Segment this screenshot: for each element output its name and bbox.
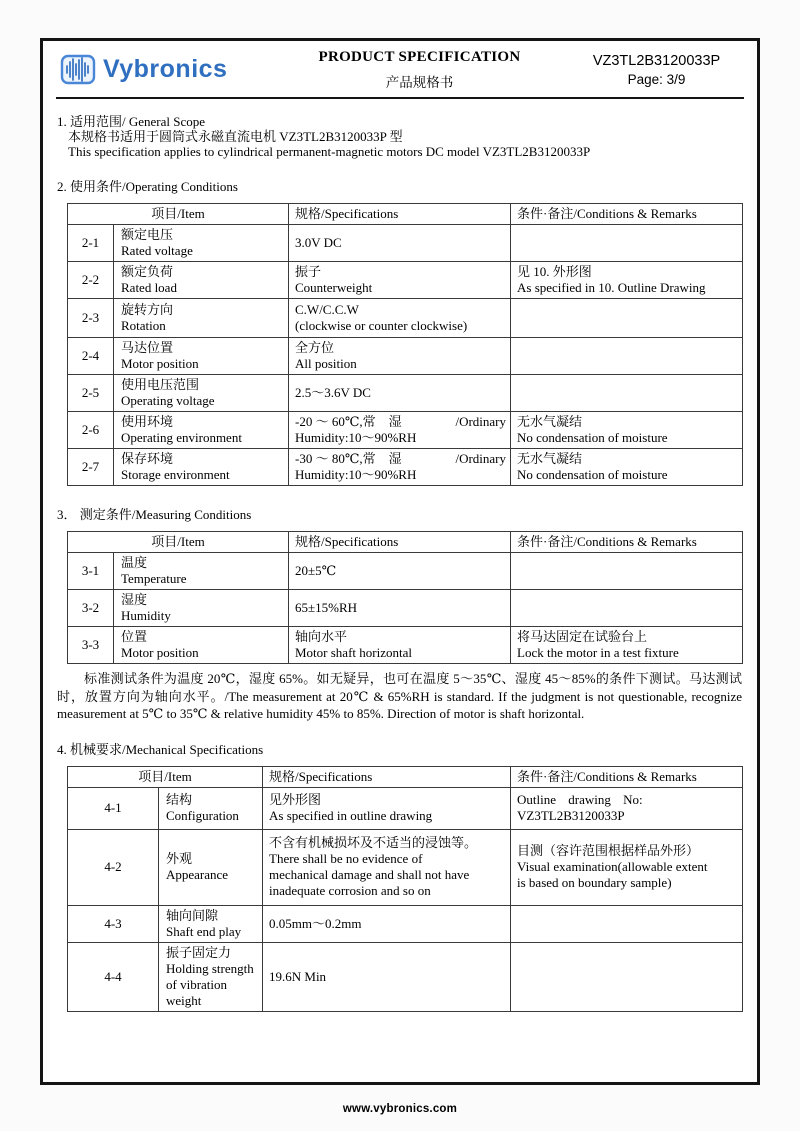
title-block bbox=[270, 49, 569, 91]
row-id: 4-2 bbox=[68, 829, 159, 905]
cond-text: 无水气凝结 bbox=[517, 451, 583, 466]
item-zh: 温度 bbox=[121, 555, 148, 570]
vybronics-logo bbox=[56, 54, 270, 85]
cond-text: 将马达固定在试验台上 bbox=[517, 629, 648, 644]
spec-text: 65±15%RH bbox=[295, 600, 358, 615]
cond-text: Outline drawing No: bbox=[517, 792, 643, 807]
table-row: 2-6 使用环境 Operating environment -20 ～ 60℃,常 湿 /Ordinary Humidity:10～90%RH 无水气凝结 No condensation of moisture bbox=[68, 412, 743, 449]
item-en: Configuration bbox=[166, 808, 239, 823]
item-en: Shaft end play bbox=[166, 923, 242, 939]
item-zh: 结构 bbox=[166, 792, 193, 807]
table-row bbox=[68, 905, 743, 942]
spec-text: -20 ～ 60℃,常 湿 bbox=[295, 414, 402, 429]
spec-text: 20±5℃ bbox=[295, 563, 337, 578]
page-number: Page: 3/9 bbox=[627, 71, 686, 87]
table-row bbox=[68, 375, 743, 412]
item-zh: 使用环境 bbox=[121, 414, 174, 429]
item-en: Operating voltage bbox=[121, 393, 215, 408]
row-id: 3-2 bbox=[68, 590, 114, 627]
item-en: Temperature bbox=[121, 571, 187, 586]
table-header-row bbox=[68, 766, 743, 787]
mechanical-specifications-table bbox=[67, 766, 743, 1012]
website-footer: www.vybronics.com bbox=[342, 1103, 458, 1115]
item-en: Holding strength bbox=[166, 960, 254, 976]
spec-text: 0.05mm～0.2mm bbox=[269, 915, 362, 931]
spec-text: 19.6N Min bbox=[269, 968, 327, 984]
row-id: 4-3 bbox=[68, 905, 159, 942]
document-header bbox=[56, 41, 744, 99]
item-en: Rated load bbox=[121, 280, 177, 295]
col-spec: 规格/Specifications bbox=[263, 766, 511, 787]
table-row: 4-2 外观 Appearance 不含有机械损坏及不适当的浸蚀等。 There shall be no evidence of mechanical damage and shall not have inadequate corrosion and so on 目测（容许范围根据样品外形） Visual examination(allowable extent is based on boundary sample) bbox=[68, 829, 743, 905]
table-row: 4-1 结构 Configuration 见外形图 As specified in outline drawing Outline drawing No: VZ3TL2B3120033P bbox=[68, 787, 743, 829]
item-zh: 位置 bbox=[121, 629, 148, 644]
spec-text: C.W/C.C.W bbox=[295, 302, 359, 317]
operating-conditions-table bbox=[67, 203, 743, 486]
col-cond: 条件·备注/Conditions & Remarks bbox=[511, 204, 743, 225]
document-frame bbox=[40, 38, 760, 1085]
model-number: VZ3TL2B3120033P bbox=[592, 52, 721, 69]
document-number-block bbox=[569, 53, 744, 87]
table-row: 4-4 振子固定力 Holding strength of vibration weight 19.6N Min bbox=[68, 942, 743, 1011]
table-row bbox=[68, 225, 743, 262]
table-row: 2-7 保存环境 Storage environment -30 ～ 80℃,常 湿 /Ordinary Humidity:10～90%RH 无水气凝结 No condensation of moisture bbox=[68, 449, 743, 486]
table-row: 2-3 旋转方向 Rotation C.W/C.C.W (clockwise or counter clockwise) bbox=[68, 299, 743, 338]
document-title-en: PRODUCT SPECIFICATION bbox=[318, 48, 521, 65]
item-zh: 湿度 bbox=[121, 592, 148, 607]
item-en: Humidity bbox=[121, 608, 171, 623]
spec-text: 不含有机械损坏及不适当的浸蚀等。 bbox=[269, 835, 478, 850]
item-zh: 额定负荷 bbox=[121, 264, 174, 279]
table-row bbox=[68, 553, 743, 590]
row-id: 4-4 bbox=[68, 942, 159, 1011]
col-item: 项目/Item bbox=[68, 766, 263, 787]
item-en: Rated voltage bbox=[121, 243, 193, 258]
scope-line-zh: 本规格书适用于圆筒式永磁直流电机 VZ3TL2B3120033P 型 bbox=[68, 129, 403, 144]
spec-text: 2.5～3.6V DC bbox=[295, 385, 371, 400]
row-id: 2-4 bbox=[68, 338, 114, 375]
table-row: 2-2 额定负荷 Rated load 振子 Counterweight 见 10. 外形图 As specified in 10. Outline Drawing bbox=[68, 262, 743, 299]
section-4-heading: 4. 机械要求/Mechanical Specifications bbox=[57, 741, 264, 757]
item-zh: 使用电压范围 bbox=[121, 377, 200, 392]
item-en: Operating environment bbox=[121, 430, 242, 445]
row-id: 3-1 bbox=[68, 553, 114, 590]
item-zh: 保存环境 bbox=[121, 451, 174, 466]
spec-text: 3.0V DC bbox=[295, 235, 342, 250]
measuring-conditions-note: 标准测试条件为温度 20℃，湿度 65%。如无疑异，也可在温度 5～35℃、湿度 45～85%的条件下测试。马达测试时，放置方向为轴向水平。/The measurement at 20℃ & 65%RH is standard. If the judgment is not questionable, recognize measurement at 5℃ to 35℃ & relative humidity 45% to 85%. Direction of motor is shaft horizontal. bbox=[57, 671, 742, 721]
row-id: 2-5 bbox=[68, 375, 114, 412]
cond-text: 见 10. 外形图 bbox=[517, 264, 592, 279]
spec-text: 轴向水平 bbox=[295, 629, 348, 644]
col-item: 项目/Item bbox=[68, 204, 289, 225]
spec-text: 见外形图 bbox=[269, 792, 322, 807]
item-zh: 马达位置 bbox=[121, 340, 174, 355]
item-en: Storage environment bbox=[121, 467, 230, 482]
row-id: 2-2 bbox=[68, 262, 114, 299]
col-spec: 规格/Specifications bbox=[289, 204, 511, 225]
table-row: 3-3 位置 Motor position 轴向水平 Motor shaft horizontal 将马达固定在试验台上 Lock the motor in a test fixture bbox=[68, 627, 743, 664]
table-row: 2-4 马达位置 Motor position 全方位 All position bbox=[68, 338, 743, 375]
row-id: 2-6 bbox=[68, 412, 114, 449]
section-3-heading: 3． 测定条件/Measuring Conditions bbox=[57, 507, 252, 522]
spec-text: 全方位 bbox=[295, 340, 335, 355]
section-2-heading: 2. 使用条件/Operating Conditions bbox=[57, 179, 238, 194]
col-cond: 条件·备注/Conditions & Remarks bbox=[511, 532, 743, 553]
scope-line-en: This specification applies to cylindrical permanent-magnetic motors DC model VZ3TL2B3120033P bbox=[68, 143, 591, 159]
section-1-heading: 1. 适用范围/ General Scope bbox=[57, 114, 206, 129]
table-row bbox=[68, 590, 743, 627]
waveform-logo-icon bbox=[60, 54, 96, 85]
spec-text: 振子 bbox=[295, 264, 322, 279]
item-en: Motor position bbox=[121, 645, 199, 660]
item-en: Motor position bbox=[121, 356, 199, 371]
item-zh: 外观 bbox=[166, 851, 193, 866]
table-header-row bbox=[68, 204, 743, 225]
brand-name: Vybronics bbox=[103, 55, 228, 83]
col-item: 项目/Item bbox=[68, 532, 289, 553]
item-zh: 振子固定力 bbox=[166, 944, 232, 960]
cond-text: 目测（容许范围根据样品外形） bbox=[517, 843, 700, 858]
cond-text: 无水气凝结 bbox=[517, 414, 583, 429]
item-zh: 轴向间隙 bbox=[166, 907, 219, 923]
item-zh: 旋转方向 bbox=[121, 302, 174, 317]
document-title-zh: 产品规格书 bbox=[385, 74, 454, 90]
table-header-row bbox=[68, 532, 743, 553]
item-en: Rotation bbox=[121, 318, 166, 333]
col-cond: 条件·备注/Conditions & Remarks bbox=[511, 766, 743, 787]
col-spec: 规格/Specifications bbox=[289, 532, 511, 553]
document-body bbox=[43, 99, 757, 1012]
row-id: 2-1 bbox=[68, 225, 114, 262]
measuring-conditions-table bbox=[67, 531, 743, 664]
row-id: 4-1 bbox=[68, 787, 159, 829]
row-id: 2-7 bbox=[68, 449, 114, 486]
row-id: 2-3 bbox=[68, 299, 114, 338]
item-en: Appearance bbox=[166, 867, 229, 882]
spec-text: -30 ～ 80℃,常 湿 bbox=[295, 451, 402, 466]
item-zh: 额定电压 bbox=[121, 227, 174, 242]
row-id: 3-3 bbox=[68, 627, 114, 664]
